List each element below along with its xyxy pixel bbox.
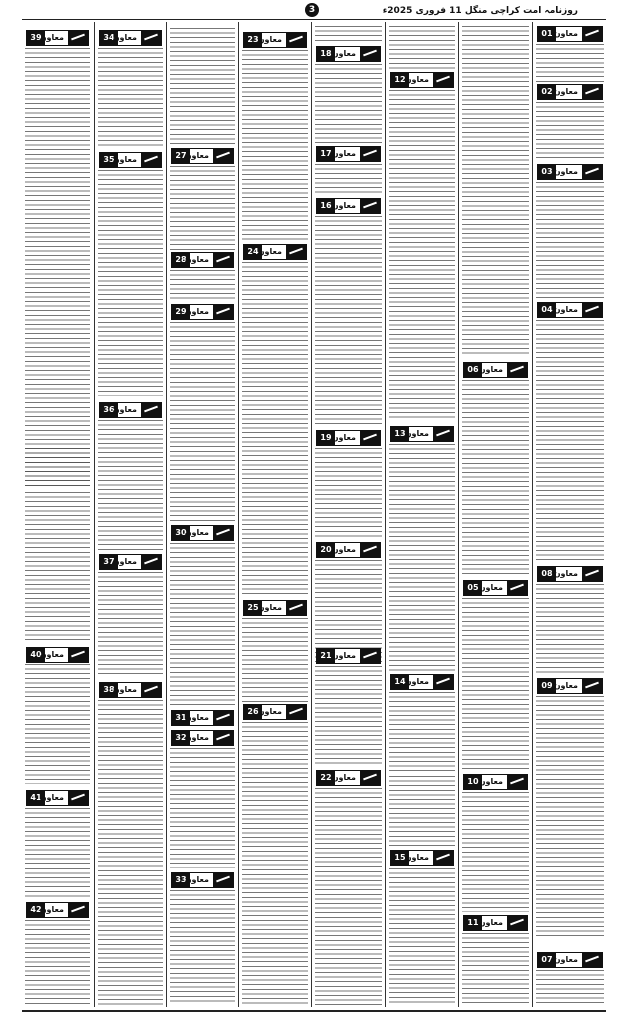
ad-title: معاون	[553, 569, 578, 578]
ad-header	[463, 774, 528, 790]
ad-number: 32	[172, 731, 190, 745]
logo-icon	[507, 581, 527, 595]
ad-header	[171, 730, 234, 746]
text-block	[536, 320, 604, 560]
masthead	[0, 0, 628, 20]
logo-icon	[286, 33, 306, 47]
ad-header	[537, 302, 603, 318]
ad-number: 02	[538, 85, 556, 99]
text-block	[389, 692, 455, 772]
ad-number: 07	[538, 953, 556, 967]
ad-number: 04	[538, 303, 556, 317]
bottom-rule	[22, 1010, 606, 1012]
logo-icon	[582, 953, 602, 967]
text-block	[536, 696, 604, 936]
ad-header	[99, 402, 162, 418]
text-block	[389, 776, 455, 846]
ad-header	[390, 674, 454, 690]
ad-header	[26, 647, 89, 663]
ad-header	[390, 72, 454, 88]
text-block	[462, 598, 529, 770]
ad-number: 23	[244, 33, 262, 47]
logo-icon	[68, 31, 88, 45]
text-block	[98, 170, 163, 396]
ad-header	[390, 850, 454, 866]
ad-title: معاون	[112, 155, 137, 164]
ad-number: 10	[464, 775, 482, 789]
logo-icon	[360, 147, 380, 161]
text-block	[536, 970, 604, 1005]
ad-header	[463, 362, 528, 378]
ad-number: 12	[391, 73, 409, 87]
ad-title: معاون	[404, 429, 429, 438]
logo-icon	[507, 916, 527, 930]
text-block	[170, 748, 235, 868]
ad-header	[171, 304, 234, 320]
ad-number: 36	[100, 403, 118, 417]
ad-header	[316, 648, 381, 664]
logo-icon	[582, 567, 602, 581]
ad-header	[99, 30, 162, 46]
text-block	[315, 666, 382, 766]
text-block	[242, 722, 308, 1005]
logo-icon	[68, 648, 88, 662]
text-block	[389, 868, 455, 1005]
logo-icon	[360, 543, 380, 557]
ad-number: 01	[538, 27, 556, 41]
ad-number: 31	[172, 711, 190, 725]
column-5	[311, 22, 385, 1007]
text-block	[170, 322, 235, 522]
ad-header	[26, 790, 89, 806]
logo-icon	[360, 649, 380, 663]
ad-number: 22	[317, 771, 335, 785]
text-block	[25, 664, 90, 784]
logo-icon	[286, 601, 306, 615]
ad-number: 41	[27, 791, 45, 805]
ad-number: 11	[464, 916, 482, 930]
text-block	[25, 808, 90, 898]
masthead-date: روزنامہ امت کراچی منگل 11 فروری 2025ء	[382, 6, 578, 16]
ad-number: 35	[100, 153, 118, 167]
logo-icon	[433, 73, 453, 87]
ad-title: معاون	[478, 918, 503, 927]
text-block	[315, 788, 382, 1005]
ad-title: معاون	[404, 677, 429, 686]
logo-icon	[286, 705, 306, 719]
logo-icon	[141, 683, 161, 697]
ad-number: 33	[172, 873, 190, 887]
ad-title: معاون	[331, 545, 356, 554]
text-block	[25, 492, 90, 642]
ad-header	[171, 525, 234, 541]
ad-title: معاون	[553, 681, 578, 690]
ad-title: معاون	[257, 707, 282, 716]
logo-icon	[213, 305, 233, 319]
logo-icon	[582, 679, 602, 693]
ad-title: معاون	[112, 557, 137, 566]
column-8	[532, 22, 607, 1007]
ad-number: 17	[317, 147, 335, 161]
ad-title: معاون	[184, 733, 209, 742]
text-block	[242, 50, 308, 240]
text-block	[536, 102, 604, 162]
top-rule	[22, 19, 606, 20]
logo-icon	[213, 873, 233, 887]
ad-header	[463, 580, 528, 596]
ad-number: 25	[244, 601, 262, 615]
logo-icon	[507, 775, 527, 789]
logo-icon	[213, 711, 233, 725]
text-block	[315, 26, 382, 44]
column-7	[458, 22, 532, 1007]
ad-header	[26, 902, 89, 918]
text-block	[315, 64, 382, 144]
text-block	[389, 26, 455, 70]
text-block	[315, 164, 382, 196]
ad-title: معاون	[184, 528, 209, 537]
ad-header	[537, 678, 603, 694]
ad-number: 42	[27, 903, 45, 917]
ad-header	[171, 252, 234, 268]
ad-number: 40	[27, 648, 45, 662]
logo-icon	[582, 303, 602, 317]
ad-number: 39	[27, 31, 45, 45]
page-number-badge: 3	[305, 3, 319, 17]
logo-icon	[68, 903, 88, 917]
logo-icon	[68, 791, 88, 805]
ad-header	[243, 244, 307, 260]
logo-icon	[360, 47, 380, 61]
logo-icon	[433, 675, 453, 689]
ad-header	[537, 566, 603, 582]
ad-number: 29	[172, 305, 190, 319]
text-block	[462, 792, 529, 912]
ad-title: معاون	[184, 875, 209, 884]
ad-title: معاون	[331, 49, 356, 58]
ad-header	[537, 84, 603, 100]
text-block	[170, 28, 235, 146]
ad-title: معاون	[39, 905, 64, 914]
ad-title: معاون	[331, 149, 356, 158]
ad-header	[26, 30, 89, 46]
ad-number: 15	[391, 851, 409, 865]
ad-title: معاون	[478, 365, 503, 374]
ad-number: 24	[244, 245, 262, 259]
ad-number: 34	[100, 31, 118, 45]
ad-number: 06	[464, 363, 482, 377]
text-block	[536, 182, 604, 298]
ad-number: 21	[317, 649, 335, 663]
text-block	[462, 380, 529, 576]
ad-title: معاون	[184, 713, 209, 722]
ad-title: معاون	[553, 305, 578, 314]
ad-header	[316, 198, 381, 214]
logo-icon	[286, 245, 306, 259]
ad-title: معاون	[39, 793, 64, 802]
text-block	[315, 560, 382, 662]
ad-number: 27	[172, 149, 190, 163]
logo-icon	[433, 427, 453, 441]
ad-title: معاون	[112, 405, 137, 414]
ad-number: 09	[538, 679, 556, 693]
ad-header	[316, 46, 381, 62]
ad-number: 13	[391, 427, 409, 441]
column-3	[166, 22, 238, 1007]
text-block	[25, 920, 90, 1005]
ad-header	[316, 542, 381, 558]
ad-header	[316, 430, 381, 446]
text-block	[462, 933, 529, 1005]
logo-icon	[141, 153, 161, 167]
ad-header	[537, 952, 603, 968]
logo-icon	[213, 731, 233, 745]
text-block	[389, 90, 455, 420]
ad-title: معاون	[478, 583, 503, 592]
ad-title: معاون	[553, 955, 578, 964]
ad-header	[537, 26, 603, 42]
text-block	[315, 216, 382, 426]
logo-icon	[141, 403, 161, 417]
ad-title: معاون	[112, 685, 137, 694]
ad-title: معاون	[331, 773, 356, 782]
ad-header	[171, 148, 234, 164]
ad-number: 37	[100, 555, 118, 569]
ad-title: معاون	[404, 75, 429, 84]
ad-number: 14	[391, 675, 409, 689]
logo-icon	[360, 431, 380, 445]
text-block	[170, 890, 235, 1005]
text-block	[98, 48, 163, 148]
column-2	[94, 22, 166, 1007]
ad-header	[171, 872, 234, 888]
ad-number: 26	[244, 705, 262, 719]
ad-title: معاون	[257, 603, 282, 612]
ad-number: 18	[317, 47, 335, 61]
text-block	[170, 543, 235, 707]
ad-header	[171, 710, 234, 726]
ad-title: معاون	[184, 151, 209, 160]
ad-number: 20	[317, 543, 335, 557]
ad-number: 08	[538, 567, 556, 581]
text-block	[25, 48, 90, 446]
logo-icon	[507, 363, 527, 377]
ad-title: معاون	[553, 29, 578, 38]
ad-header	[316, 146, 381, 162]
ad-title: معاون	[331, 201, 356, 210]
logo-icon	[213, 253, 233, 267]
ad-title: معاون	[331, 651, 356, 660]
ad-title: معاون	[112, 33, 137, 42]
logo-icon	[582, 85, 602, 99]
ad-title: معاون	[184, 255, 209, 264]
ad-header	[537, 164, 603, 180]
logo-icon	[213, 149, 233, 163]
logo-icon	[141, 31, 161, 45]
column-1	[22, 22, 93, 1007]
logo-icon	[360, 771, 380, 785]
ad-header	[316, 770, 381, 786]
logo-icon	[213, 526, 233, 540]
text-block	[536, 584, 604, 674]
ad-header	[463, 915, 528, 931]
ad-title: معاون	[331, 433, 356, 442]
ad-number: 19	[317, 431, 335, 445]
ad-header	[99, 152, 162, 168]
text-block	[98, 700, 163, 1005]
ad-header	[243, 704, 307, 720]
ad-title: معاون	[553, 167, 578, 176]
text-block	[98, 572, 163, 676]
text-block	[242, 262, 308, 596]
logo-icon	[360, 199, 380, 213]
ad-number: 30	[172, 526, 190, 540]
logo-icon	[433, 851, 453, 865]
logo-icon	[582, 165, 602, 179]
ad-number: 05	[464, 581, 482, 595]
ad-title: معاون	[184, 307, 209, 316]
text-block	[315, 448, 382, 540]
ad-title: معاون	[478, 777, 503, 786]
ad-title: معاون	[257, 247, 282, 256]
column-4	[238, 22, 311, 1007]
text-block	[389, 444, 455, 672]
ad-number: 03	[538, 165, 556, 179]
ad-title: معاون	[39, 650, 64, 659]
ad-title: معاون	[404, 853, 429, 862]
ad-title: معاون	[39, 33, 64, 42]
text-block	[462, 26, 529, 356]
ad-header	[243, 600, 307, 616]
text-block	[536, 44, 604, 82]
ad-header	[390, 426, 454, 442]
text-block	[98, 420, 163, 550]
text-block	[170, 270, 235, 300]
ad-number: 28	[172, 253, 190, 267]
ad-header	[99, 554, 162, 570]
logo-icon	[582, 27, 602, 41]
ad-number: 38	[100, 683, 118, 697]
ad-number: 16	[317, 199, 335, 213]
logo-icon	[141, 555, 161, 569]
text-block	[242, 618, 308, 702]
column-6	[385, 22, 458, 1007]
ad-title: معاون	[257, 35, 282, 44]
ad-title: معاون	[553, 87, 578, 96]
ad-header	[243, 32, 307, 48]
text-block	[25, 448, 90, 488]
text-block	[170, 166, 235, 250]
ad-header	[99, 682, 162, 698]
